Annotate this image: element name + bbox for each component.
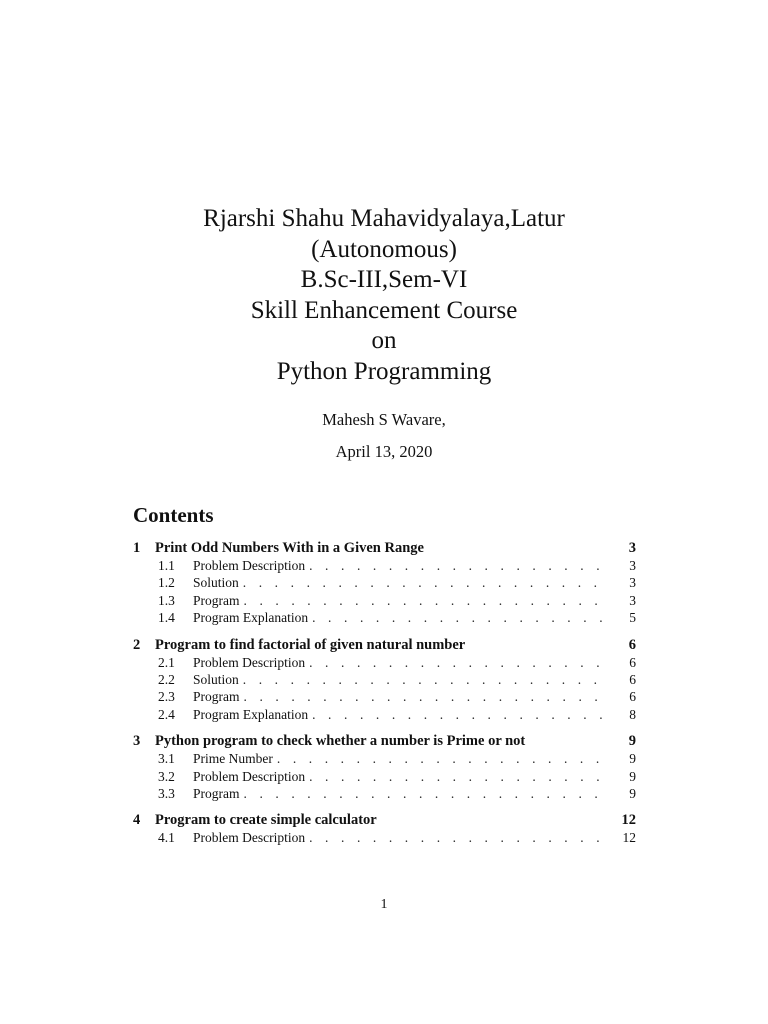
- document-date: April 13, 2020: [335, 442, 433, 461]
- toc-section: [133, 733, 636, 803]
- toc-subsection-entry[interactable]: [133, 593, 636, 610]
- toc-subsection-entry[interactable]: [133, 655, 636, 672]
- dot-leader: [309, 655, 610, 671]
- subsection-page-number: 12: [622, 830, 636, 846]
- toc-subsection-entry[interactable]: [133, 610, 636, 627]
- section-number: 1: [133, 540, 141, 556]
- dot-leader: [244, 689, 611, 705]
- subsection-page-number: 6: [629, 689, 636, 705]
- subsection-title: Problem Description: [193, 768, 306, 784]
- subsection-page-number: 9: [629, 785, 636, 801]
- subsection-page-number: 3: [629, 558, 636, 573]
- subsection-number: 1.2: [158, 575, 175, 591]
- toc-section: [133, 637, 636, 725]
- subsection-title: Problem Description: [193, 830, 306, 846]
- title-line: (Autonomous): [311, 235, 457, 263]
- subsection-number: 1.1: [158, 558, 175, 573]
- toc-section: [133, 540, 636, 628]
- title-line: on: [371, 327, 397, 354]
- subsection-page-number: 3: [629, 592, 636, 608]
- subsection-number: 2.3: [158, 689, 175, 705]
- subsection-title: Program: [193, 689, 240, 705]
- subsection-number: 3.2: [158, 768, 175, 784]
- toc-section: [133, 812, 636, 847]
- toc-subsection-entry[interactable]: [133, 558, 636, 575]
- section-page-number: 9: [628, 733, 636, 750]
- subsection-number: 4.1: [158, 830, 175, 846]
- section-title: Program to create simple calculator: [155, 812, 377, 829]
- subsection-title: Program Explanation: [193, 706, 309, 722]
- title-line: Rjarshi Shahu Mahavidyalaya,Latur: [203, 205, 565, 232]
- toc-section-entry[interactable]: [133, 637, 636, 655]
- subsection-number: 1.3: [158, 592, 175, 608]
- subsection-number: 3.1: [158, 751, 175, 767]
- toc-section-entry[interactable]: [133, 812, 636, 830]
- section-page-number: 3: [628, 540, 636, 556]
- document-title: [0, 204, 768, 387]
- subsection-page-number: 5: [629, 610, 636, 626]
- dot-leader: [312, 707, 610, 723]
- toc-subsection-entry[interactable]: [133, 786, 636, 803]
- subsection-number: 3.3: [158, 785, 175, 801]
- toc-subsection-entry[interactable]: [133, 751, 636, 768]
- toc-subsection-entry[interactable]: [133, 575, 636, 592]
- dot-leader: [277, 751, 610, 767]
- title-line: B.Sc-III,Sem-VI: [300, 266, 468, 293]
- toc-subsection-entry[interactable]: [133, 672, 636, 689]
- subsection-title: Problem Description: [193, 558, 306, 573]
- page-number: 1: [380, 897, 388, 912]
- subsection-page-number: 3: [629, 575, 636, 591]
- section-title: Python program to check whether a number is Prime or not: [155, 733, 526, 750]
- section-number: 3: [133, 733, 141, 750]
- dot-leader: [309, 558, 610, 574]
- toc-section-entry[interactable]: [133, 733, 636, 751]
- subsection-title: Solution: [193, 575, 239, 591]
- dot-leader: [243, 575, 610, 591]
- subsection-page-number: 9: [629, 751, 636, 767]
- subsection-page-number: 6: [629, 671, 636, 687]
- dot-leader: [243, 672, 610, 688]
- dot-leader: [312, 610, 610, 626]
- subsection-title: Program: [193, 785, 240, 801]
- toc-subsection-entry[interactable]: [133, 707, 636, 724]
- toc-subsection-entry[interactable]: [133, 769, 636, 786]
- subsection-page-number: 6: [629, 654, 636, 670]
- subsection-title: Problem Description: [193, 654, 306, 670]
- table-of-contents: [133, 540, 636, 857]
- section-number: 4: [133, 812, 141, 829]
- toc-section-entry[interactable]: [133, 540, 636, 558]
- subsection-page-number: 8: [629, 706, 636, 722]
- section-page-number: 6: [628, 636, 636, 653]
- subsection-number: 2.2: [158, 671, 175, 687]
- section-number: 2: [133, 636, 141, 653]
- subsection-title: Program Explanation: [193, 610, 309, 626]
- title-line: Python Programming: [276, 357, 492, 385]
- subsection-page-number: 9: [629, 768, 636, 784]
- author-name: Mahesh S Wavare,: [322, 410, 446, 429]
- contents-heading: Contents: [133, 503, 214, 527]
- subsection-number: 1.4: [158, 610, 175, 626]
- toc-subsection-entry[interactable]: [133, 689, 636, 706]
- title-line: Skill Enhancement Course: [250, 296, 518, 324]
- subsection-number: 2.1: [158, 654, 175, 670]
- section-title: Program to find factorial of given natural number: [155, 636, 466, 653]
- dot-leader: [244, 593, 611, 609]
- subsection-title: Program: [193, 592, 240, 608]
- section-title: Print Odd Numbers With in a Given Range: [155, 540, 424, 556]
- dot-leader: [309, 769, 610, 785]
- subsection-title: Prime Number: [193, 751, 273, 767]
- dot-leader: [244, 786, 611, 802]
- toc-subsection-entry[interactable]: [133, 830, 636, 847]
- subsection-title: Solution: [193, 671, 239, 687]
- subsection-number: 2.4: [158, 706, 175, 722]
- dot-leader: [309, 830, 610, 846]
- section-page-number: 12: [621, 812, 636, 829]
